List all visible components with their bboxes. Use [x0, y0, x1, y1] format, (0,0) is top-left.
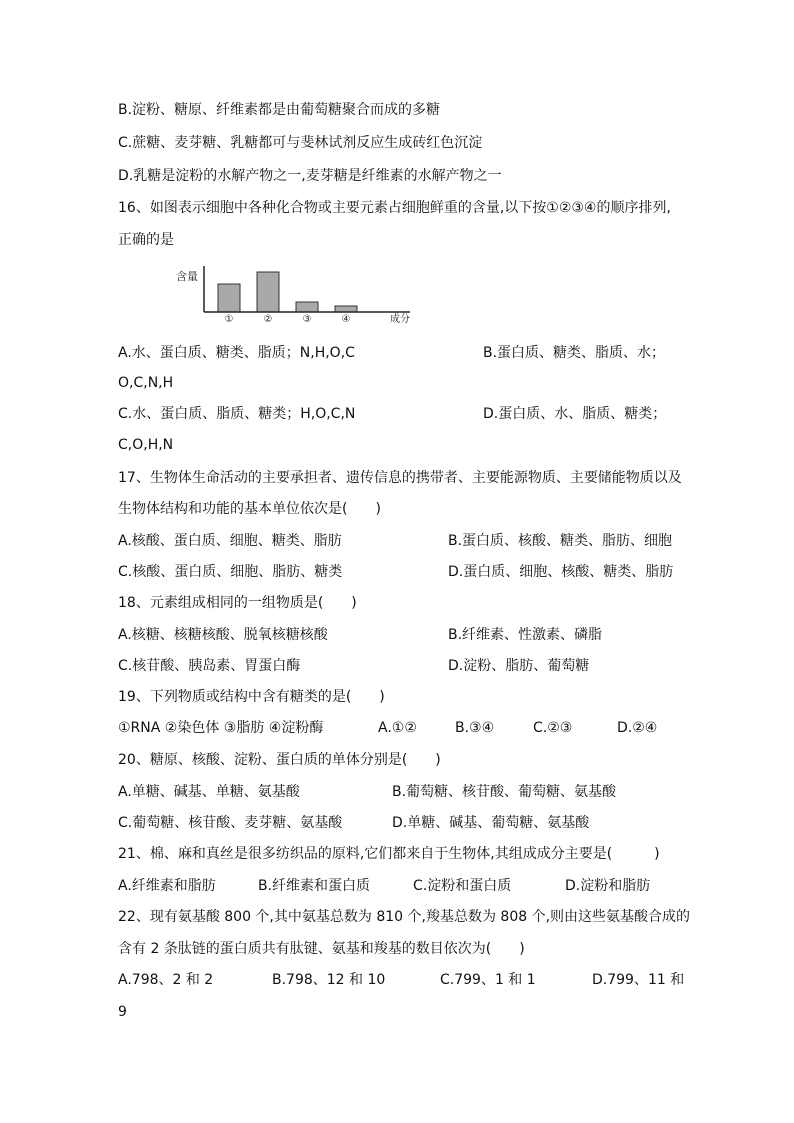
q16-option-d: D.蛋白质、水、脂质、糖类；: [483, 406, 667, 422]
y-axis-label: 含量: [176, 270, 198, 283]
bar-1: [218, 284, 240, 312]
q17-option-d: D.蛋白质、细胞、核酸、糖类、脂肪: [448, 564, 674, 580]
q16-stem-line1: 16、如图表示细胞中各种化合物或主要元素占细胞鲜重的含量,以下按①②③④的顺序排列,: [118, 200, 671, 216]
q22-stem-line2: 含有 2 条肽链的蛋白质共有肽键、氨基和羧基的数目依次为( ): [118, 941, 525, 957]
q19-items: ①RNA ②染色体 ③脂肪 ④淀粉酶: [118, 720, 324, 736]
q19-stem: 19、下列物质或结构中含有糖类的是( ): [118, 689, 385, 705]
q18-option-a: A.核糖、核糖核酸、脱氧核糖核酸: [118, 627, 328, 643]
q21-option-c: C.淀粉和蛋白质: [413, 878, 512, 894]
q17-stem-line2: 生物体结构和功能的基本单位依次是( ): [118, 501, 381, 517]
q16-option-c: C.水、蛋白质、脂质、糖类；H,O,C,N: [118, 406, 356, 422]
category-label-2: ②: [263, 314, 273, 324]
bar-3: [296, 302, 318, 312]
q22-option-a: A.798、2 和 2: [118, 972, 214, 988]
q22-stem-line1: 22、现有氨基酸 800 个,其中氨基总数为 810 个,羧基总数为 808 个,则由这些氨基酸合成的: [118, 909, 691, 925]
q21-option-a: A.纤维素和脂肪: [118, 878, 216, 894]
q20-option-c: C.葡萄糖、核苷酸、麦芽糖、氨基酸: [118, 815, 343, 831]
q16-bar-chart: [172, 262, 422, 324]
q16-stem-line2: 正确的是: [118, 232, 174, 248]
q19-option-a: A.①②: [378, 720, 417, 736]
q15-option-d: D.乳糖是淀粉的水解产物之一,麦芽糖是纤维素的水解产物之一: [118, 168, 502, 184]
q21-stem: 21、棉、麻和真丝是很多纺织品的原料,它们都来自于生物体,其组成成分主要是( ): [118, 846, 660, 862]
q17-option-a: A.核酸、蛋白质、细胞、糖类、脂肪: [118, 533, 342, 549]
q17-option-c: C.核酸、蛋白质、细胞、脂肪、糖类: [118, 564, 343, 580]
x-axis-label: 成分: [390, 314, 410, 324]
q19-option-c: C.②③: [533, 720, 573, 736]
q22-option-d-cont: 9: [118, 1004, 127, 1020]
q18-option-d: D.淀粉、脂肪、葡萄糖: [448, 658, 590, 674]
q18-stem: 18、元素组成相同的一组物质是( ): [118, 595, 357, 611]
category-label-4: ④: [341, 314, 351, 324]
q16-option-b: B.蛋白质、糖类、脂质、水；: [483, 345, 666, 361]
q19-option-d: D.②④: [617, 720, 658, 736]
q17-option-b: B.蛋白质、核酸、糖类、脂肪、细胞: [448, 533, 673, 549]
q16-option-b-cont: O,C,N,H: [118, 375, 174, 391]
category-label-1: ①: [224, 314, 234, 324]
q15-option-b: B.淀粉、糖原、纤维素都是由葡萄糖聚合而成的多糖: [118, 102, 441, 118]
bar-4: [335, 306, 357, 312]
q18-option-b: B.纤维素、性激素、磷脂: [448, 627, 603, 643]
q20-stem: 20、糖原、核酸、淀粉、蛋白质的单体分别是( ): [118, 752, 441, 768]
q16-option-d-cont: C,O,H,N: [118, 437, 174, 453]
q17-stem-line1: 17、生物体生命活动的主要承担者、遗传信息的携带者、主要能源物质、主要储能物质以及: [118, 470, 682, 486]
bar-2: [257, 272, 279, 312]
q18-option-c: C.核苷酸、胰岛素、胃蛋白酶: [118, 658, 301, 674]
category-label-3: ③: [302, 314, 312, 324]
q22-option-b: B.798、12 和 10: [272, 972, 386, 988]
q19-option-b: B.③④: [455, 720, 495, 736]
q20-option-d: D.单糖、碱基、葡萄糖、氨基酸: [392, 815, 590, 831]
q22-option-c: C.799、1 和 1: [440, 972, 536, 988]
q22-option-d: D.799、11 和: [592, 972, 685, 988]
q21-option-d: D.淀粉和脂肪: [565, 878, 651, 894]
q16-option-a: A.水、蛋白质、糖类、脂质；N,H,O,C: [118, 345, 355, 361]
q20-option-a: A.单糖、碱基、单糖、氨基酸: [118, 784, 300, 800]
q21-option-b: B.纤维素和蛋白质: [258, 878, 371, 894]
q15-option-c: C.蔗糖、麦芽糖、乳糖都可与斐林试剂反应生成砖红色沉淀: [118, 135, 483, 151]
q20-option-b: B.葡萄糖、核苷酸、葡萄糖、氨基酸: [392, 784, 617, 800]
